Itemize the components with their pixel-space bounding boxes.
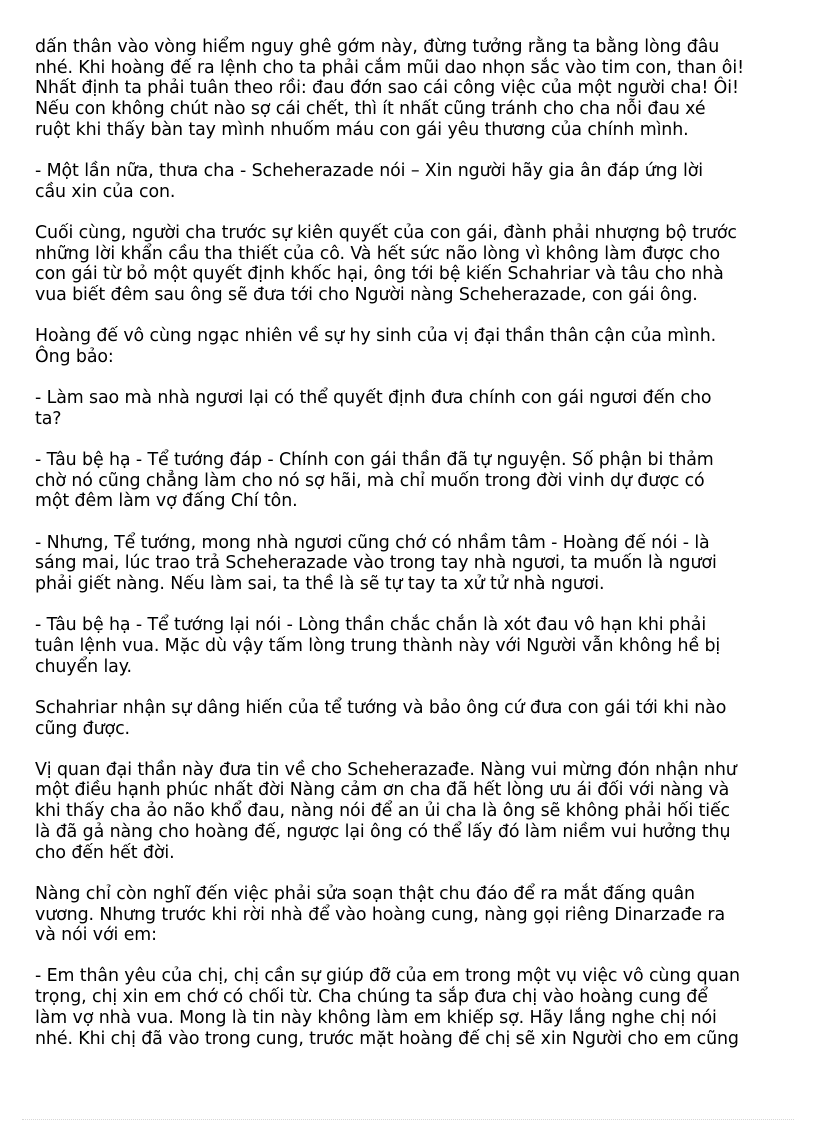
text-line: - Nhưng, Tể tướng, mong nhà ngươi cũng chớ có nhầm tâm - Hoàng đế nói - là <box>35 532 710 553</box>
paragraph <box>35 615 775 677</box>
text-line: và nói với em: <box>35 925 157 946</box>
text-line: chờ nó cũng chẳng làm cho nó sợ hãi, mà chỉ muốn trong đời vinh dự được có <box>35 470 705 491</box>
text-line: vua biết đêm sau ông sẽ đưa tới cho Người nàng Scheherazade, con gái ông. <box>35 285 698 306</box>
text-line: tuân lệnh vua. Mặc dù vậy tấm lòng trung thành này với Người vẫn không hề bị <box>35 635 721 656</box>
text-line: cũng được. <box>35 718 130 739</box>
text-line: cầu xin của con. <box>35 181 176 202</box>
text-line: những lời khẩn cầu tha thiết của cô. Và hết sức não lòng vì không làm được cho <box>35 243 721 264</box>
text-line: nhé. Khi hoàng đế ra lệnh cho ta phải cắm mũi dao nhọn sắc vào tim con, than ôi! <box>35 57 744 78</box>
text-line: - Em thân yêu của chị, chị cần sự giúp đỡ của em trong một vụ việc vô cùng quan <box>35 966 740 987</box>
text-line: - Một lần nữa, thưa cha - Scheherazade nói – Xin người hãy gia ân đáp ứng lời <box>35 161 703 182</box>
text-line: khi thấy cha ảo não khổ đau, nàng nói để an ủi cha là ông sẽ không phải hối tiếc <box>35 801 731 822</box>
text-line: Cuối cùng, người cha trước sự kiên quyết của con gái, đành phải nhượng bộ trước <box>35 222 737 243</box>
text-line: vương. Nhưng trước khi rời nhà để vào hoàng cung, nàng gọi riêng Dinarzađe ra <box>35 904 726 925</box>
text-line: sáng mai, lúc trao trả Scheherazade vào trong tay nhà ngươi, ta muốn là ngươi <box>35 553 717 574</box>
paragraph <box>35 966 775 1049</box>
text-line: phải giết nàng. Nếu làm sai, ta thề là sẽ tự tay ta xử tử nhà ngươi. <box>35 574 605 595</box>
text-line: Schahriar nhận sự dâng hiến của tể tướng và bảo ông cứ đưa con gái tới khi nào <box>35 697 727 718</box>
text-line: là đã gả nàng cho hoàng đế, ngược lại ông có thể lấy đó làm niềm vui hưởng thụ <box>35 821 731 842</box>
paragraph <box>35 37 775 141</box>
page-bottom-divider <box>22 1119 794 1120</box>
text-line: Nàng chỉ còn nghĩ đến việc phải sửa soạn thật chu đáo để ra mắt đấng quân <box>35 883 695 904</box>
text-line: Nếu con không chút nào sợ cái chết, thì ít nhất cũng tránh cho cha nỗi đau xé <box>35 99 706 120</box>
paragraph <box>35 388 775 429</box>
text-line: nhé. Khi chị đã vào trong cung, trước mặt hoàng đế chị sẽ xin Người cho em cũng <box>35 1028 739 1049</box>
paragraph <box>35 533 775 595</box>
paragraph <box>35 326 775 367</box>
paragraph <box>35 884 775 946</box>
text-line: một điều hạnh phúc nhất đời Nàng cảm ơn cha đã hết lòng ưu ái đối với nàng và <box>35 780 730 801</box>
paragraph <box>35 698 775 739</box>
text-line: - Tâu bệ hạ - Tể tướng lại nói - Lòng thần chắc chắn là xót đau vô hạn khi phải <box>35 615 707 636</box>
text-line: - Làm sao mà nhà ngươi lại có thể quyết định đưa chính con gái ngươi đến cho <box>35 388 712 409</box>
text-line: trọng, chị xin em chớ có chối từ. Cha chúng ta sắp đưa chị vào hoàng cung để <box>35 987 708 1008</box>
text-line: - Tâu bệ hạ - Tể tướng đáp - Chính con gái thần đã tự nguyện. Số phận bi thảm <box>35 450 714 471</box>
text-line: chuyển lay. <box>35 656 132 677</box>
text-line: con gái từ bỏ một quyết định khốc hại, ông tới bệ kiến Schahriar và tâu cho nhà <box>35 264 724 285</box>
text-line: Nhất định ta phải tuân theo rồi: đau đớn sao cái công việc của một người cha! Ôi! <box>35 78 739 99</box>
document-page <box>35 37 775 1070</box>
text-line: ruột khi thấy bàn tay mình nhuốm máu con gái yêu thương của chính mình. <box>35 119 689 140</box>
paragraph <box>35 223 775 306</box>
text-line: ta? <box>35 408 62 429</box>
text-line: làm vợ nhà vua. Mong là tin này không làm em khiếp sợ. Hãy lắng nghe chị nói <box>35 1007 717 1028</box>
paragraph <box>35 450 775 512</box>
text-line: dấn thân vào vòng hiểm nguy ghê gớm này, đừng tưởng rằng ta bằng lòng đâu <box>35 37 720 57</box>
paragraph <box>35 161 775 202</box>
text-line: cho đến hết đời. <box>35 842 175 863</box>
text-line: Ông bảo: <box>35 346 114 367</box>
text-line: Vị quan đại thần này đưa tin về cho Scheherazađe. Nàng vui mừng đón nhận như <box>35 759 737 780</box>
paragraph <box>35 760 775 864</box>
text-line: một đêm làm vợ đấng Chí tôn. <box>35 491 298 512</box>
text-line: Hoàng đế vô cùng ngạc nhiên về sự hy sinh của vị đại thần thân cận của mình. <box>35 326 717 347</box>
